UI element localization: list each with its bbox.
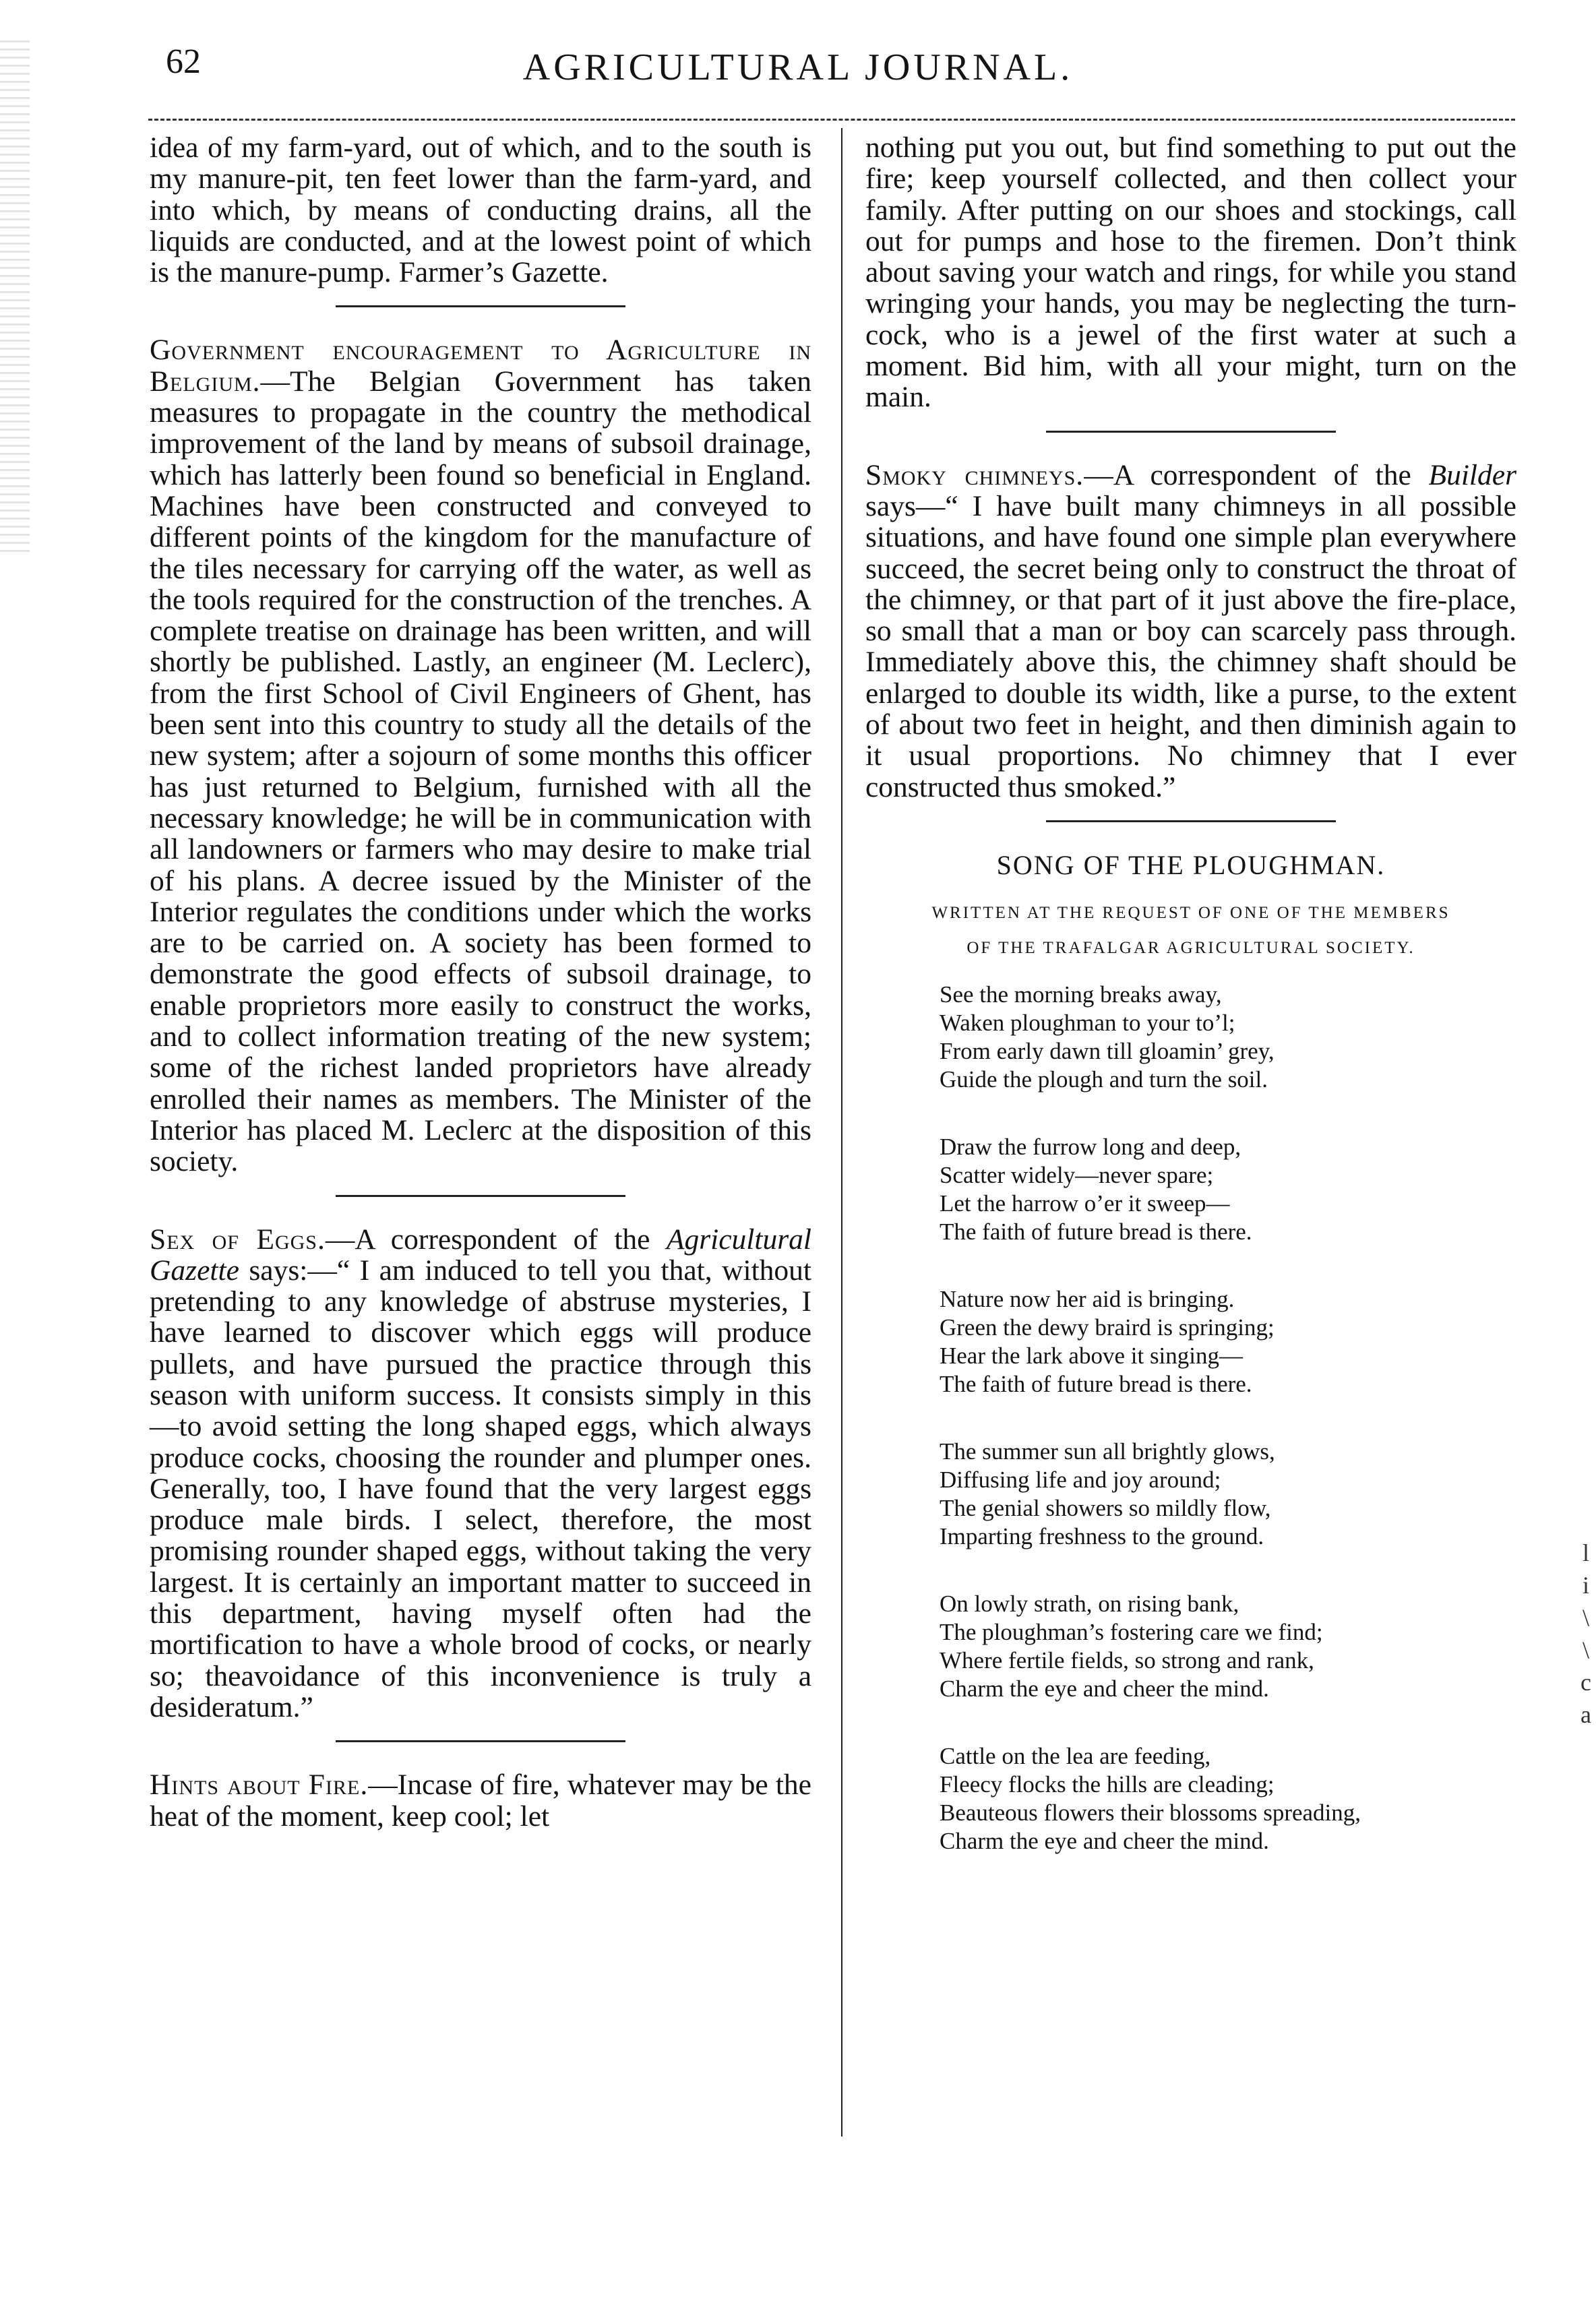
song-line: Hear the lark above it singing—: [940, 1342, 1244, 1369]
margin-fragment: [1576, 1537, 1596, 1731]
page-number: 62: [166, 42, 201, 81]
belgium-article: [150, 334, 811, 1177]
section-separator: [1046, 431, 1336, 433]
song-line: On lowly strath, on rising bank,: [940, 1590, 1239, 1617]
fire-body: —Incase of fire, whatever may be the heat of the moment, keep cool; let: [150, 1769, 811, 1833]
song-subtitle-line: OF THE TRAFALGAR AGRICULTURAL SOCIETY.: [966, 938, 1415, 957]
song-title: SONG OF THE PLOUGHMAN.: [996, 849, 1386, 880]
song-line: Nature now her aid is bringing.: [940, 1285, 1235, 1312]
fire-heading: Hints about Fire.: [150, 1769, 369, 1802]
song-line: The faith of future bread is there.: [940, 1370, 1252, 1397]
song-line: Green the dewy braird is springing;: [940, 1314, 1275, 1341]
section-separator: [336, 305, 625, 307]
chimneys-heading: Smoky chimneys.: [865, 458, 1084, 491]
margin-letter: l: [1582, 1539, 1589, 1566]
song-stanzas: [865, 981, 1516, 1855]
song-line: Where fertile fields, so strong and rank,: [940, 1647, 1314, 1673]
song-stanza: [940, 981, 1516, 1094]
margin-letter: a: [1580, 1701, 1591, 1728]
song-line: Imparting freshness to the ground.: [940, 1523, 1264, 1549]
song-line: The summer sun all brightly glows,: [940, 1438, 1275, 1465]
song-line: Diffusing life and joy around;: [940, 1466, 1221, 1493]
chimneys-article: [865, 460, 1516, 803]
eggs-publication: Agricultural Gazette: [150, 1223, 811, 1287]
song-line: Charm the eye and cheer the mind.: [940, 1675, 1269, 1702]
chimneys-publication: Builder: [1428, 458, 1516, 491]
column-divider: [841, 128, 842, 2137]
song-line: See the morning breaks away,: [940, 981, 1222, 1008]
song-line: Charm the eye and cheer the mind.: [940, 1827, 1269, 1854]
song-stanza: [940, 1590, 1516, 1703]
song-line: Cattle on the lea are feeding,: [940, 1742, 1211, 1769]
song-line: Let the harrow o’er it sweep—: [940, 1190, 1230, 1217]
song-line: The genial showers so mildly flow,: [940, 1494, 1271, 1521]
song-line: Beauteous flowers their blossoms spreading,: [940, 1799, 1361, 1826]
belgium-heading: Government encouragement to Agriculture in Belgium.: [150, 334, 811, 398]
song-subtitle: [865, 896, 1516, 966]
song-line: From early dawn till gloamin’ grey,: [940, 1037, 1275, 1064]
song-subtitle-line: WRITTEN AT THE REQUEST OF ONE OF THE MEMBERS: [931, 903, 1450, 922]
chimneys-body: says—“ I have built many chimneys in all possible situations, and have found one simple plan everywhere succeed, the secret being only to construct the throat of the chimney, or that part of it just above the fire-place, so small that a man or boy can scarcely pass through. Immediately above this, the chimney shaft should be enlarged to double its width, like a purse, to the extent of about two feet in height, and then diminish again to it usual proportions. No chimney that I ever constructed thus smoked.”: [865, 489, 1516, 803]
song-line: The faith of future bread is there.: [940, 1218, 1252, 1245]
section-separator: [1046, 820, 1336, 822]
eggs-heading: Sex of Eggs.: [150, 1223, 326, 1256]
chimneys-lead: —A correspondent of the: [1084, 458, 1429, 491]
song-stanza: [940, 1742, 1516, 1855]
eggs-body: says:—“ I am induced to tell you that, without pretending to any knowledge of abstruse mysteries, I have learned to discover which eggs will produce pullets, and have pursued the practice through this season with uniform success. It consists simply in this—to avoid setting the long shaped eggs, which always produce cocks, choosing the rounder and plumper ones. Generally, too, I have found that the very largest eggs produce male birds. I select, therefore, the most promising rounder shaped eggs, without taking the very largest. It is certainly an important matter to succeed in this department, having myself often had the mortification to have a whole brood of cocks, or nearly so; theavoidance of this inconvenience is truly a desideratum.”: [150, 1254, 811, 1723]
margin-letter: \: [1582, 1636, 1589, 1663]
song-stanza: [940, 1133, 1516, 1246]
song-line: Waken ploughman to your to’l;: [940, 1009, 1235, 1036]
left-column: [150, 132, 811, 1832]
header-rule: [148, 119, 1515, 121]
section-separator: [336, 1740, 625, 1742]
fire-article: [150, 1769, 811, 1832]
page-title: AGRICULTURAL JOURNAL.: [522, 47, 1074, 88]
eggs-article: [150, 1224, 811, 1723]
song-stanza: [940, 1285, 1516, 1399]
belgium-body: —The Belgian Government has taken measures to propagate in the country the methodical improvement of the land by means of subsoil drainage, which has latterly been found so beneficial in England. Machines have been constructed and conveyed to different points of the kingdom for the manufacture of the tiles necessary for carrying off the water, as well as the tools required for the construction of the trenches. A complete treatise on drainage has been written, and will shortly be published. Lastly, an engineer (M. Leclerc), from the first School of Civil Engineers of Ghent, has been sent into this country to study all the details of the new system; after a sojourn of some months this officer has just returned to Belgium, furnished with all the necessary knowledge; he will be in communication with all landowners or farmers who may desire to make trial of his plans. A decree issued by the Minister of the Interior regulates the conditions under which the works are to be carried on. A society has been formed to demonstrate the good effects of subsoil drainage, to enable proprietors more easily to construct the works, and to collect information treating of the new system; some of the richest landed proprietors have already enrolled their names as members. The Minister of the Interior has placed M. Leclerc at the disposition of this society.: [150, 365, 811, 1178]
song-line: Scatter widely—never spare;: [940, 1161, 1214, 1188]
farmyard-paragraph: idea of my farm-yard, out of which, and to the south is my manure-pit, ten feet lower than the farm-yard, and into which, by means of conducting drains, all the liquids are conducted, and at the lowest point of which is the manure-pump. Farmer’s Gazette.: [150, 131, 811, 289]
song-line: Draw the furrow long and deep,: [940, 1133, 1241, 1160]
fire-continuation: nothing put you out, but find something to put out the fire; keep yourself collected, and then collect your family. After putting on our shoes and stockings, call out for pumps and hose to the firemen. Don’t think about saving your watch and rings, for while you stand wringing your hands, you may be neglecting the turn-cock, who is a jewel of the first water at such a moment. Bid him, with all your might, turn on the main.: [865, 131, 1516, 414]
song-line: Fleecy flocks the hills are cleading;: [940, 1771, 1275, 1797]
song-line: The ploughman’s fostering care we find;: [940, 1618, 1323, 1645]
scanned-margin-strip: [0, 40, 30, 553]
song-stanza: [940, 1438, 1516, 1551]
eggs-lead: —A correspondent of the: [325, 1223, 667, 1256]
song-line: Guide the plough and turn the soil.: [940, 1066, 1268, 1093]
right-column: [865, 132, 1516, 1895]
margin-letter: i: [1582, 1572, 1589, 1599]
section-separator: [336, 1195, 625, 1197]
margin-letter: c: [1580, 1669, 1591, 1696]
margin-letter: \: [1582, 1604, 1589, 1631]
